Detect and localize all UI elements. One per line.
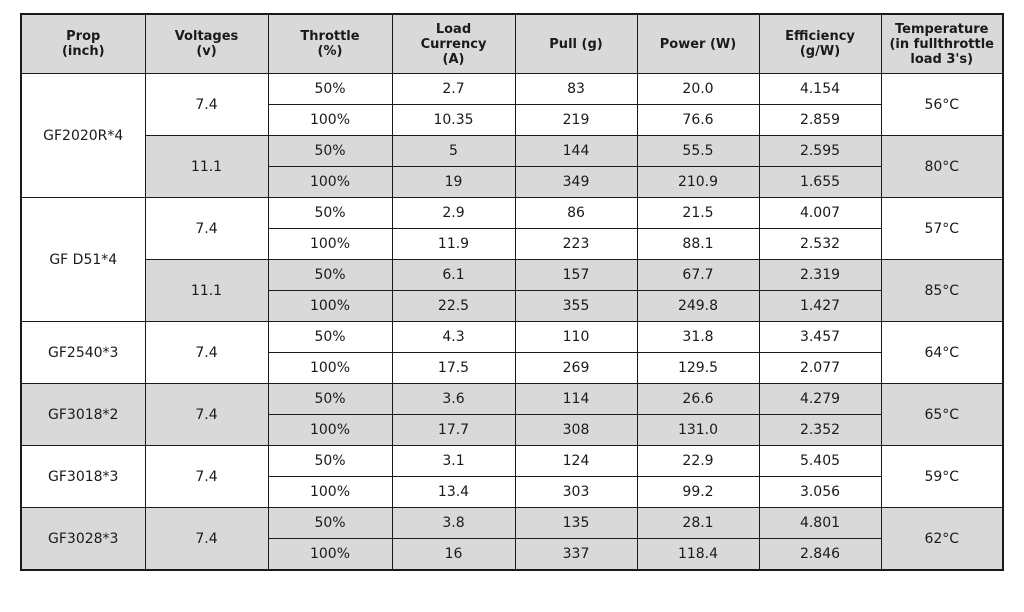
temperature-cell: 56°C: [881, 74, 1003, 136]
throttle-cell: 100%: [268, 539, 392, 571]
header-prop-line: Prop: [66, 29, 101, 44]
temperature-cell: 59°C: [881, 446, 1003, 508]
prop-name-cell: GF3028*3: [21, 508, 145, 571]
efficiency-cell: 2.077: [759, 353, 881, 384]
table-row: [21, 74, 1003, 105]
header-current-line: (A): [442, 51, 465, 67]
header-efficiency-line: (g/W): [799, 44, 841, 59]
voltage-cell: 7.4: [145, 384, 268, 446]
throttle-cell: 50%: [268, 260, 392, 291]
power-cell: 22.9: [637, 446, 759, 477]
throttle-cell: 50%: [268, 446, 392, 477]
throttle-cell: 50%: [268, 508, 392, 539]
table-row: [21, 260, 1003, 291]
prop-name-cell: GF3018*3: [21, 446, 145, 508]
current-cell: 17.5: [392, 353, 515, 384]
efficiency-cell: 4.801: [759, 508, 881, 539]
current-cell: 10.35: [392, 105, 515, 136]
efficiency-cell: 4.007: [759, 198, 881, 229]
header-temperature-line: load 3's): [910, 51, 974, 67]
header-temperature-line: Temperature: [894, 21, 989, 37]
current-cell: 5: [392, 136, 515, 167]
efficiency-cell: 3.056: [759, 477, 881, 508]
header-throttle-line: Throttle: [300, 29, 360, 44]
header-current-line: Currency: [420, 36, 487, 52]
efficiency-cell: 2.352: [759, 415, 881, 446]
pull-cell: 135: [515, 508, 637, 539]
power-cell: 55.5: [637, 136, 759, 167]
throttle-cell: 100%: [268, 477, 392, 508]
throttle-cell: 100%: [268, 291, 392, 322]
power-cell: 99.2: [637, 477, 759, 508]
voltage-cell: 7.4: [145, 322, 268, 384]
header-prop-line: (inch): [61, 44, 105, 59]
voltage-cell: 7.4: [145, 198, 268, 260]
efficiency-cell: 2.859: [759, 105, 881, 136]
pull-cell: 269: [515, 353, 637, 384]
power-cell: 31.8: [637, 322, 759, 353]
throttle-cell: 100%: [268, 353, 392, 384]
voltage-cell: 7.4: [145, 446, 268, 508]
table-row: [21, 198, 1003, 229]
voltage-cell: 11.1: [145, 136, 268, 198]
current-cell: 3.6: [392, 384, 515, 415]
voltage-cell: 7.4: [145, 508, 268, 571]
efficiency-cell: 4.279: [759, 384, 881, 415]
prop-name-cell: GF2020R*4: [21, 74, 145, 198]
current-cell: 22.5: [392, 291, 515, 322]
throttle-cell: 100%: [268, 415, 392, 446]
current-cell: 6.1: [392, 260, 515, 291]
power-cell: 26.6: [637, 384, 759, 415]
efficiency-cell: 2.532: [759, 229, 881, 260]
efficiency-cell: 3.457: [759, 322, 881, 353]
temperature-cell: 57°C: [881, 198, 1003, 260]
current-cell: 16: [392, 539, 515, 571]
current-cell: 4.3: [392, 322, 515, 353]
throttle-cell: 50%: [268, 198, 392, 229]
power-cell: 131.0: [637, 415, 759, 446]
current-cell: 17.7: [392, 415, 515, 446]
pull-cell: 86: [515, 198, 637, 229]
header-current: [392, 14, 515, 74]
efficiency-cell: 1.427: [759, 291, 881, 322]
power-cell: 28.1: [637, 508, 759, 539]
pull-cell: 124: [515, 446, 637, 477]
table-row: [21, 508, 1003, 539]
header-voltages: [145, 14, 268, 74]
header-efficiency: [759, 14, 881, 74]
header-temperature-line: (in fullthrottle: [889, 36, 994, 52]
current-cell: 19: [392, 167, 515, 198]
throttle-cell: 50%: [268, 322, 392, 353]
power-cell: 129.5: [637, 353, 759, 384]
header-pull: [515, 14, 637, 74]
temperature-cell: 85°C: [881, 260, 1003, 322]
pull-cell: 349: [515, 167, 637, 198]
temperature-cell: 80°C: [881, 136, 1003, 198]
power-cell: 249.8: [637, 291, 759, 322]
table-row: [21, 322, 1003, 353]
pull-cell: 337: [515, 539, 637, 571]
header-throttle: [268, 14, 392, 74]
header-prop: [21, 14, 145, 74]
current-cell: 3.1: [392, 446, 515, 477]
efficiency-cell: 1.655: [759, 167, 881, 198]
pull-cell: 157: [515, 260, 637, 291]
current-cell: 11.9: [392, 229, 515, 260]
efficiency-cell: 2.319: [759, 260, 881, 291]
pull-cell: 83: [515, 74, 637, 105]
efficiency-cell: 2.595: [759, 136, 881, 167]
throttle-cell: 100%: [268, 167, 392, 198]
throttle-cell: 50%: [268, 384, 392, 415]
header-current-line: Load: [435, 21, 472, 37]
power-cell: 118.4: [637, 539, 759, 571]
temperature-cell: 62°C: [881, 508, 1003, 571]
pull-cell: 355: [515, 291, 637, 322]
power-cell: 76.6: [637, 105, 759, 136]
temperature-cell: 65°C: [881, 384, 1003, 446]
pull-cell: 114: [515, 384, 637, 415]
efficiency-cell: 2.846: [759, 539, 881, 571]
current-cell: 13.4: [392, 477, 515, 508]
pull-cell: 110: [515, 322, 637, 353]
header-efficiency-line: Efficiency: [785, 29, 855, 44]
current-cell: 3.8: [392, 508, 515, 539]
throttle-cell: 50%: [268, 74, 392, 105]
efficiency-cell: 5.405: [759, 446, 881, 477]
power-cell: 21.5: [637, 198, 759, 229]
pull-cell: 308: [515, 415, 637, 446]
throttle-cell: 100%: [268, 229, 392, 260]
header-row: [21, 14, 1003, 74]
header-power: [637, 14, 759, 74]
pull-cell: 219: [515, 105, 637, 136]
temperature-cell: 64°C: [881, 322, 1003, 384]
header-voltages-line: (v): [196, 44, 217, 59]
power-cell: 67.7: [637, 260, 759, 291]
table-row: [21, 446, 1003, 477]
current-cell: 2.7: [392, 74, 515, 105]
voltage-cell: 7.4: [145, 74, 268, 136]
voltage-cell: 11.1: [145, 260, 268, 322]
current-cell: 2.9: [392, 198, 515, 229]
pull-cell: 223: [515, 229, 637, 260]
power-cell: 88.1: [637, 229, 759, 260]
prop-name-cell: GF3018*2: [21, 384, 145, 446]
power-cell: 210.9: [637, 167, 759, 198]
header-throttle-line: (%): [317, 44, 343, 59]
table-row: [21, 136, 1003, 167]
power-cell: 20.0: [637, 74, 759, 105]
header-power-line: Power (W): [659, 36, 737, 52]
pull-cell: 144: [515, 136, 637, 167]
prop-name-cell: GF D51*4: [21, 198, 145, 322]
pull-cell: 303: [515, 477, 637, 508]
throttle-cell: 100%: [268, 105, 392, 136]
table-body: [21, 74, 1003, 571]
header-temperature: [881, 14, 1003, 74]
table-row: [21, 384, 1003, 415]
header-voltages-line: Voltages: [174, 29, 239, 44]
header-pull-line: Pull (g): [549, 36, 603, 52]
prop-performance-table: [20, 13, 1004, 571]
prop-name-cell: GF2540*3: [21, 322, 145, 384]
efficiency-cell: 4.154: [759, 74, 881, 105]
throttle-cell: 50%: [268, 136, 392, 167]
